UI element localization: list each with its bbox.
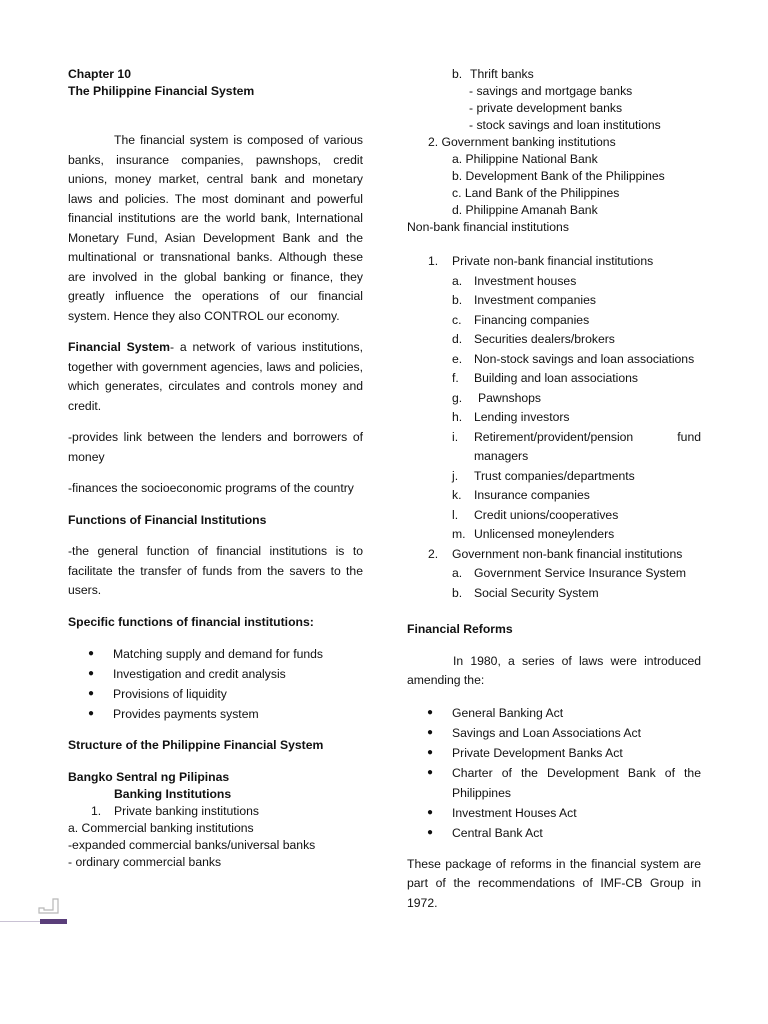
bullet-icon: ● [427, 726, 434, 738]
bullet-icon: ● [427, 706, 434, 718]
bullet-icon: ● [427, 766, 434, 778]
list-item: k. Insurance companies [452, 488, 590, 502]
list-item: l. Credit unions/cooperatives [452, 507, 619, 522]
footer-rule [0, 921, 40, 922]
gov-banking-heading: 2. Government banking institutions [428, 135, 616, 149]
bullet-icon: ● [88, 648, 95, 659]
list-item: 2. Government non-bank financial institutions [428, 546, 683, 561]
list-item: ● Matching supply and demand for funds [68, 644, 363, 664]
list-item: h. Lending investors [452, 410, 570, 424]
ordinary-commercial-item: - ordinary commercial banks [68, 854, 222, 869]
specific-functions-heading: Specific functions of financial institutions: [68, 614, 314, 629]
list-item: c. Financing companies [452, 312, 590, 327]
bullet-icon: ● [427, 806, 434, 818]
list-item: f. Building and loan associations [452, 371, 638, 385]
footer-accent-bar [40, 919, 67, 924]
banking-institutions-label: Banking Institutions [114, 786, 232, 801]
list-item: ● Private Development Banks Act [407, 743, 701, 763]
financial-system-definition-text: - a network of various institutions, together with government agencies, laws and policies, which generates, circulates and controls money and credit. [68, 340, 363, 413]
private-nonbank-list [407, 252, 701, 603]
expanded-commercial-item: -expanded commercial banks/universal banks [68, 837, 316, 852]
list-item: 1. Private non-bank financial institutions [428, 254, 654, 268]
functions-heading: Functions of Financial Institutions [68, 512, 267, 527]
thrift-banks-item: b. Thrift banks [452, 67, 534, 81]
reforms-list [407, 703, 701, 843]
list-item: ● Investment Houses Act [407, 803, 701, 823]
gov-bank-item: d. Philippine Amanah Bank [452, 203, 598, 217]
general-function-paragraph: -the general function of financial institutions is to facilitate the transfer of funds from the savers to the users. [68, 544, 363, 597]
list-item: a. Government Service Insurance System [452, 566, 687, 580]
list-item: ● Charter of the Development Bank of the Philippines [407, 763, 701, 803]
chapter-label: Chapter 10 [68, 67, 131, 81]
list-item: a. Investment houses [452, 273, 577, 288]
financial-system-term: Financial System [68, 340, 170, 354]
right-column [407, 66, 701, 913]
bullet-icon: ● [427, 826, 434, 838]
list-item: m. Unlicensed moneylenders [452, 527, 615, 541]
gov-bank-item: c. Land Bank of the Philippines [452, 186, 620, 200]
list-item: b. Social Security System [452, 585, 599, 600]
thrift-subitem: - savings and mortgage banks [469, 84, 633, 98]
nonbank-heading: Non-bank financial institutions [407, 220, 569, 234]
bullet-icon: ● [88, 688, 95, 699]
bsp-label: Bangko Sentral ng Pilipinas [68, 769, 230, 784]
page-title: The Philippine Financial System [68, 84, 255, 98]
list-item: ● Provisions of liquidity [68, 684, 363, 704]
list-item: ● Central Bank Act [407, 823, 701, 843]
list-item: j. Trust companies/departments [452, 468, 635, 483]
private-banking-item: 1. Private banking institutions [91, 803, 259, 818]
list-item: e. Non-stock savings and loan associations [452, 351, 695, 366]
financial-system-definition [68, 338, 363, 416]
page-number-mark [36, 895, 60, 915]
intro-paragraph: The financial system is composed of various banks, insurance companies, pawnshops, credit unions, money market, central bank and monetary laws and policies. The most dominant and powerful financial institutions are the world bank, International Monetary Fund, Asian Development Bank and the multinational or transnational banks. Although these are involved in the global banking or finance, they greatly influence the operations of our financial system. Hence they also CONTROL our economy. [68, 133, 363, 323]
list-item: i. Retirement/provident/pension fund managers [452, 429, 701, 463]
commercial-banking-item: a. Commercial banking institutions [68, 820, 254, 835]
thrift-subitem: - private development banks [469, 101, 623, 115]
link-paragraph: -provides link between the lenders and borrowers of money [68, 430, 363, 464]
list-item: d. Securities dealers/brokers [452, 332, 615, 346]
bullet-icon: ● [88, 668, 95, 679]
list-item: g. Pawnshops [452, 390, 542, 405]
list-item: b. Investment companies [452, 293, 596, 307]
specific-functions-list [68, 644, 363, 724]
list-item: ● Provides payments system [68, 704, 363, 724]
structure-heading: Structure of the Philippine Financial System [68, 738, 324, 752]
thrift-subitem: - stock savings and loan institutions [469, 118, 661, 132]
gov-bank-item: a. Philippine National Bank [452, 152, 598, 166]
list-item: ● Investigation and credit analysis [68, 664, 363, 684]
finances-paragraph: -finances the socioeconomic programs of the country [68, 481, 354, 495]
financial-reforms-heading: Financial Reforms [407, 622, 513, 636]
list-item: ● Savings and Loan Associations Act [407, 723, 701, 743]
reforms-intro-paragraph: In 1980, a series of laws were introduced amending the: [407, 653, 701, 687]
bullet-icon: ● [427, 746, 434, 758]
list-item: ● General Banking Act [407, 703, 701, 723]
closing-paragraph: These package of reforms in the financial system are part of the recommendations of IMF-CB Group in 1972. [407, 856, 701, 910]
gov-bank-item: b. Development Bank of the Philippines [452, 169, 665, 183]
bullet-icon: ● [88, 708, 95, 719]
left-column [68, 66, 363, 871]
page-number-outline-icon [36, 895, 60, 915]
